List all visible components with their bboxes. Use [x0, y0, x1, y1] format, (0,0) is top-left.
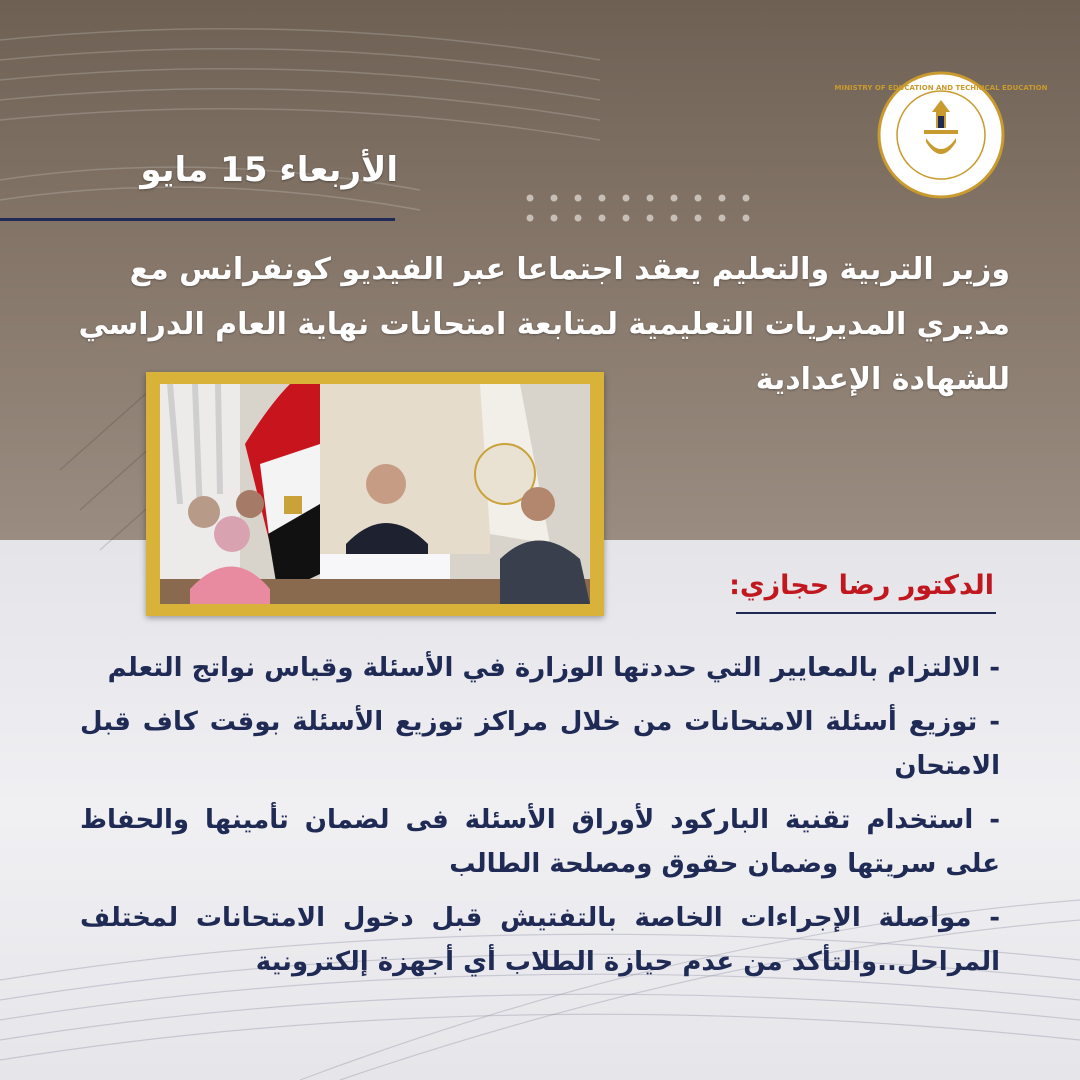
list-item: - مواصلة الإجراءات الخاصة بالتفتيش قبل دخول الامتحانات لمختلف المراحل..والتأكد من عدم حيازة الطلاب أي أجهزة إلكترونية — [80, 903, 1000, 977]
key-points-list — [80, 646, 1000, 994]
list-item: - الالتزام بالمعايير التي حددتها الوزارة في الأسئلة وقياس نواتج التعلم — [107, 653, 1000, 683]
date-underline — [0, 218, 395, 221]
dot-grid-icon — [524, 192, 764, 226]
date-label: الأربعاء 15 مايو — [140, 150, 398, 190]
speaker-underline — [736, 612, 996, 614]
ministry-seal-icon — [834, 70, 1048, 200]
logo-text: MINISTRY OF EDUCATION AND TECHNICAL EDUCATION — [834, 84, 1048, 92]
meeting-photo — [146, 372, 604, 616]
meeting-photo-illustration — [160, 384, 590, 604]
speaker-name: الدكتور رضا حجازي: — [729, 570, 994, 601]
headline: وزير التربية والتعليم يعقد اجتماعا عبر الفيديو كونفرانس مع مديري المديريات التعليمية لمتابعة امتحانات نهاية العام الدراسي للشهادة الإعدادية — [78, 252, 1010, 397]
list-item: - توزيع أسئلة الامتحانات من خلال مراكز توزيع الأسئلة بوقت كاف قبل الامتحان — [80, 707, 1000, 781]
list-item: - استخدام تقنية الباركود لأوراق الأسئلة فى لضمان تأمينها والحفاظ على سريتها وضمان حقوق ومصلحة الطالب — [80, 805, 1000, 879]
